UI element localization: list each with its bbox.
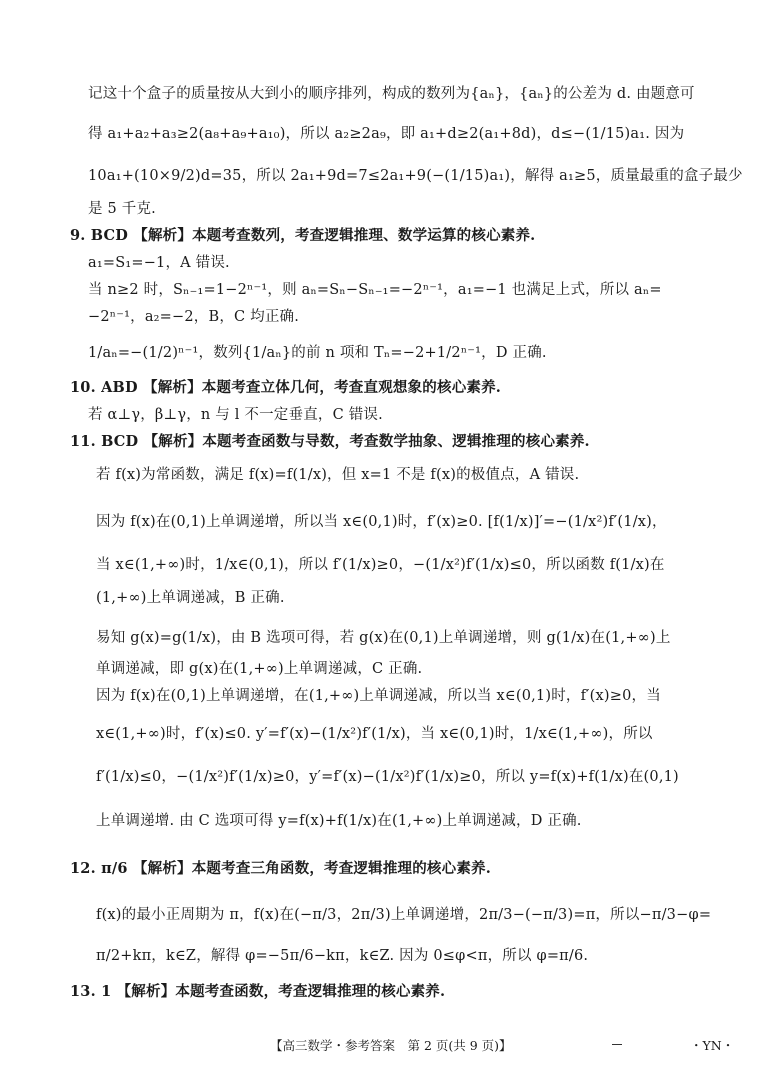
- text-line: 记这十个盒子的质量按从大到小的顺序排列，构成的数列为{aₙ}，{aₙ}的公差为 d. 由题意可: [88, 86, 695, 102]
- text-line: (1,+∞)上单调递减，B 正确.: [96, 590, 285, 606]
- text-line: 因为 f(x)在(0,1)上单调递增，所以当 x∈(0,1)时，f′(x)≥0. [f(1/x)]′=−(1/x²)f′(1/x)，: [96, 514, 667, 530]
- text-line: π/2+kπ，k∈Z，解得 φ=−5π/6−kπ，k∈Z. 因为 0≤φ<π，所以 φ=π/6.: [96, 948, 589, 964]
- text-line: 1/aₙ=−(1/2)ⁿ⁻¹，数列{1/aₙ}的前 n 项和 Tₙ=−2+1/2ⁿ⁻¹，D 正确.: [88, 345, 547, 361]
- text-line: 因为 f(x)在(0,1)上单调递增，在(1,+∞)上单调递减，所以当 x∈(0,1)时，f′(x)≥0，当: [96, 688, 661, 704]
- question-header: 13. 1 【解析】本题考查函数，考查逻辑推理的核心素养.: [70, 983, 446, 1000]
- text-line: x∈(1,+∞)时，f′(x)≤0. y′=f′(x)−(1/x²)f′(1/x)，当 x∈(0,1)时，1/x∈(1,+∞)，所以: [96, 726, 653, 742]
- text-line: −2ⁿ⁻¹，a₂=−2，B，C 均正确.: [88, 309, 300, 325]
- page-footer: 【高三数学・参考答案 第 2 页(共 9 页)】: [270, 1038, 512, 1053]
- text-line: 易知 g(x)=g(1/x)，由 B 选项可得，若 g(x)在(0,1)上单调递增，则 g(1/x)在(1,+∞)上: [96, 630, 671, 646]
- text-line: 单调递减，即 g(x)在(1,+∞)上单调递减，C 正确.: [96, 661, 423, 677]
- text-line: 当 x∈(1,+∞)时，1/x∈(0,1)，所以 f′(1/x)≥0，−(1/x²)f′(1/x)≤0，所以函数 f(1/x)在: [96, 557, 665, 573]
- footer-dash: [612, 1044, 622, 1045]
- text-line: f′(1/x)≤0，−(1/x²)f′(1/x)≥0，y′=f′(x)−(1/x²)f′(1/x)≥0，所以 y=f(x)+f(1/x)在(0,1): [96, 769, 679, 785]
- text-line: 若 α⊥γ，β⊥γ，n 与 l 不一定垂直，C 错误.: [88, 407, 383, 423]
- question-header: 10. ABD 【解析】本题考查立体几何，考查直观想象的核心素养.: [70, 379, 502, 396]
- question-header: 11. BCD 【解析】本题考查函数与导数，考查数学抽象、逻辑推理的核心素养.: [70, 433, 590, 450]
- footer-tag: ・YN・: [690, 1038, 735, 1053]
- text-line: 若 f(x)为常函数，满足 f(x)=f(1/x)，但 x=1 不是 f(x)的极值点，A 错误.: [96, 467, 580, 483]
- question-header: 9. BCD 【解析】本题考查数列，考查逻辑推理、数学运算的核心素养.: [70, 227, 536, 244]
- text-line: 10a₁+(10×9/2)d=35，所以 2a₁+9d=7≤2a₁+9(−(1/15)a₁)，解得 a₁≥5，质量最重的盒子最少: [88, 168, 743, 184]
- text-line: 得 a₁+a₂+a₃≥2(a₈+a₉+a₁₀)，所以 a₂≥2a₉，即 a₁+d≥2(a₁+8d)，d≤−(1/15)a₁. 因为: [88, 126, 685, 142]
- text-line: a₁=S₁=−1，A 错误.: [88, 255, 230, 271]
- text-line: f(x)的最小正周期为 π，f(x)在(−π/3，2π/3)上单调递增，2π/3−(−π/3)=π，所以−π/3−φ=: [96, 907, 712, 923]
- text-line: 当 n≥2 时，Sₙ₋₁=1−2ⁿ⁻¹，则 aₙ=Sₙ−Sₙ₋₁=−2ⁿ⁻¹，a₁=−1 也满足上式，所以 aₙ=: [88, 282, 662, 298]
- text-line: 上单调递增. 由 C 选项可得 y=f(x)+f(1/x)在(1,+∞)上单调递减，D 正确.: [96, 813, 582, 829]
- text-line: 是 5 千克.: [88, 201, 156, 217]
- question-header: 12. π/6 【解析】本题考查三角函数，考查逻辑推理的核心素养.: [70, 860, 491, 877]
